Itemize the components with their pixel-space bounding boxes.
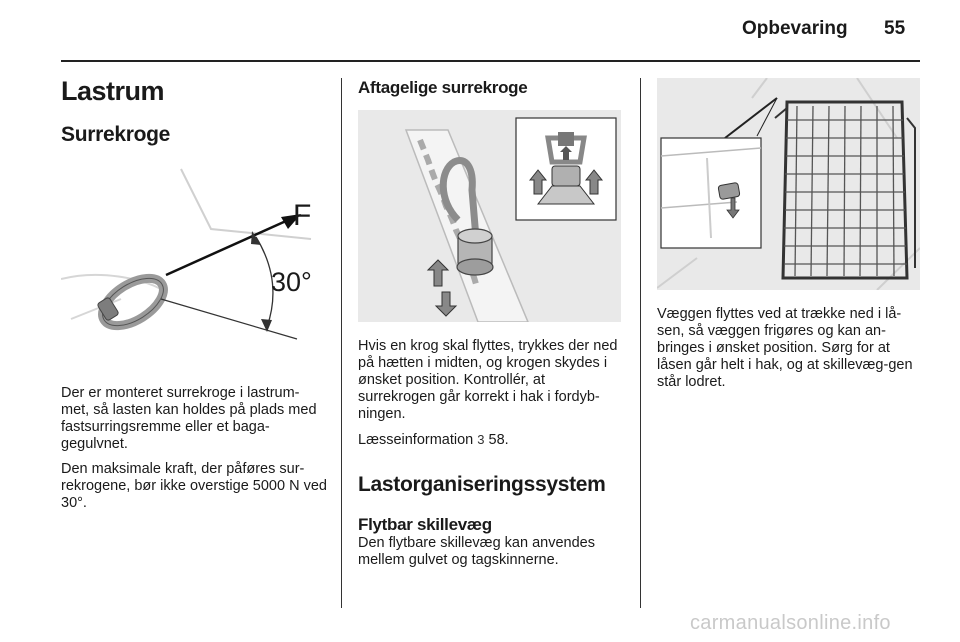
lashing-eye-illustration xyxy=(61,159,327,369)
header-rule xyxy=(61,60,920,62)
reference-page: 58. xyxy=(488,432,509,448)
column-divider-right xyxy=(640,78,641,608)
paragraph-lashing-info: Der er monteret surrekroge i lastrum-met, så lasten kan holdes på plads med fastsurringsremme eller et baga-gegulvnet. xyxy=(61,385,317,452)
heading-movable-partition: Flytbar skillevæg xyxy=(358,515,492,534)
paragraph-move-hook: Hvis en krog skal flyttes, trykkes der ned på hætten i midten, og krogen skydes i ønsket position. Kontrollér, at surrekrogen går korrekt i hak i fordyb-ningen. xyxy=(358,338,618,422)
column-divider-left xyxy=(341,78,342,608)
column-3 xyxy=(657,78,922,399)
removable-hook-figure xyxy=(358,110,621,322)
paragraph-partition-usage: Den flytbare skillevæg kan anvendes mellem gulvet og tagskinnerne. xyxy=(358,535,595,568)
force-arrow xyxy=(166,221,286,275)
heading-removable-hooks: Aftagelige surrekroge xyxy=(358,78,528,97)
paragraph-move-partition: Væggen flyttes ved at trække ned i lå-sen, så væggen frigøres og kan an-bringes i ønsket position. Sørg for at låsen går helt i hak, og at skillevæg-gen står lodret. xyxy=(657,306,913,390)
angle-label: 30° xyxy=(271,267,312,297)
watermark: carmanualsonline.info xyxy=(690,612,891,634)
header-page-number: 55 xyxy=(884,18,906,39)
partition-net-figure xyxy=(657,78,920,290)
heading-surrekroge: Surrekroge xyxy=(61,123,171,146)
force-label: F xyxy=(293,199,312,232)
lashing-eye-figure xyxy=(61,159,327,369)
heading-lastrum: Lastrum xyxy=(61,76,165,106)
column-2 xyxy=(358,78,626,577)
slide-arrows xyxy=(428,260,456,316)
reference-line xyxy=(161,299,297,339)
partition-net xyxy=(784,106,907,276)
column-1 xyxy=(61,70,327,520)
reference-arrow-icon: 3 xyxy=(477,432,485,447)
partition-net-illustration xyxy=(657,78,920,290)
reference-text: Læsseinformation xyxy=(358,432,474,448)
removable-hook-illustration xyxy=(358,110,621,322)
paragraph-reference xyxy=(358,431,626,449)
paragraph-max-force: Den maksimale kraft, der påføres sur-rekrogene, bør ikke overstige 5000 N ved 30°. xyxy=(61,461,327,511)
header-section-title: Opbevaring xyxy=(742,18,848,39)
heading-cargo-system: Lastorganiseringssystem xyxy=(358,473,606,496)
